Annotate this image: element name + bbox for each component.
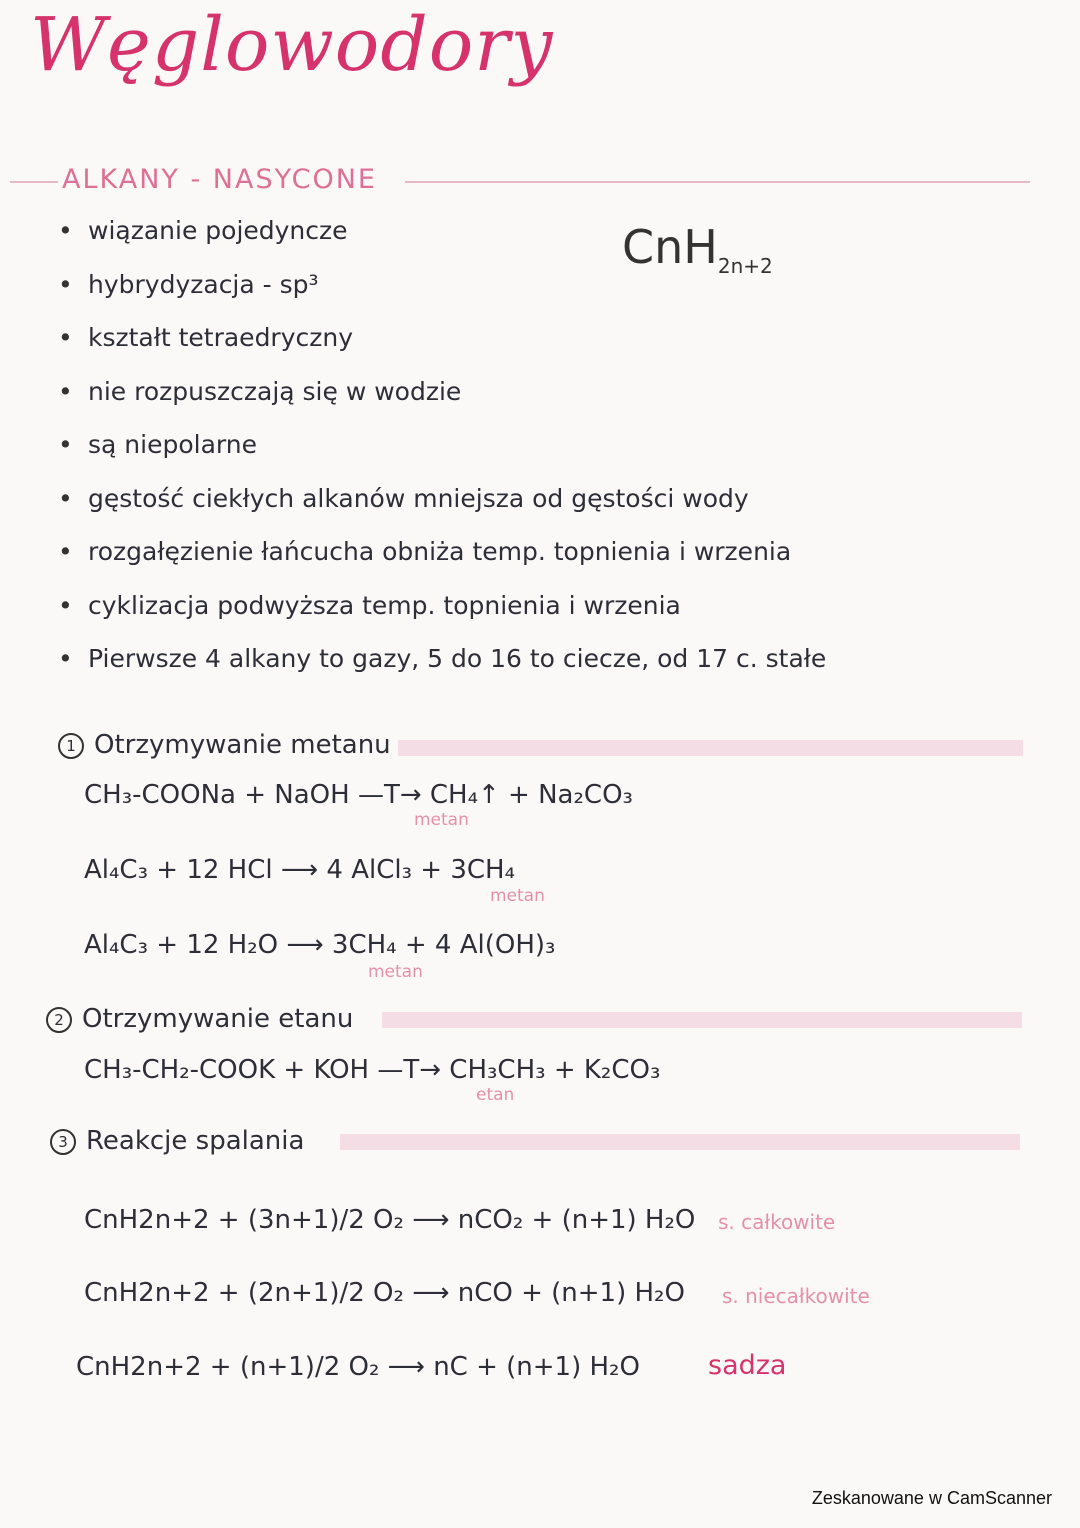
equation-combustion-soot: CnH2n+2 + (n+1)/2 O₂ ⟶ nC + (n+1) H₂O — [76, 1352, 640, 1382]
list-item: • cyklizacja podwyższa temp. topnienia i wrzenia — [58, 589, 826, 643]
equation-combustion-incomplete: CnH2n+2 + (2n+1)/2 O₂ ⟶ nCO + (n+1) H₂O — [84, 1278, 685, 1308]
formula-base: CnH — [622, 220, 718, 274]
equation-combustion-complete: CnH2n+2 + (3n+1)/2 O₂ ⟶ nCO₂ + (n+1) H₂O — [84, 1205, 696, 1235]
equation-methane-1: CH₃-COONa + NaOH —T→ CH₄↑ + Na₂CO₃ — [84, 780, 633, 810]
section-3-heading — [50, 1126, 304, 1156]
equation-caption: metan — [368, 962, 423, 982]
section-1-title: Otrzymywanie metanu — [94, 730, 391, 760]
list-item: • kształt tetraedryczny — [58, 321, 826, 375]
heading-divider-right — [405, 181, 1030, 183]
scanner-watermark: Zeskanowane w CamScanner — [811, 1488, 1052, 1508]
equation-caption: etan — [476, 1085, 515, 1105]
page-title: Węglowodory — [30, 2, 554, 88]
heading-divider-left — [10, 181, 58, 183]
properties-list — [58, 214, 826, 696]
section-2-title: Otrzymywanie etanu — [82, 1004, 354, 1034]
combustion-note: s. niecałkowite — [722, 1284, 870, 1308]
section-heading: ALKANY - NASYCONE — [62, 164, 377, 195]
equation-methane-2: Al₄C₃ + 12 HCl ⟶ 4 AlCl₃ + 3CH₄ — [84, 855, 516, 885]
section-3-title: Reakcje spalania — [86, 1126, 305, 1156]
list-item: • wiązanie pojedyncze — [58, 214, 826, 268]
list-item: • nie rozpuszczają się w wodzie — [58, 375, 826, 429]
section-1-heading — [58, 730, 391, 760]
list-item: • są niepolarne — [58, 428, 826, 482]
list-item: • rozgałęzienie łańcucha obniża temp. topnienia i wrzenia — [58, 535, 826, 589]
combustion-note: s. całkowite — [718, 1210, 836, 1234]
list-item: • gęstość ciekłych alkanów mniejsza od gęstości wody — [58, 482, 826, 536]
equation-caption: metan — [414, 810, 469, 830]
highlight-stripe — [382, 1012, 1022, 1028]
combustion-note: sadza — [708, 1350, 787, 1381]
section-heading-row — [0, 160, 1030, 200]
list-item: • hybrydyzacja - sp³ — [58, 268, 826, 322]
section-number-badge: 2 — [46, 1007, 72, 1033]
equation-methane-3: Al₄C₃ + 12 H₂O ⟶ 3CH₄ + 4 Al(OH)₃ — [84, 930, 556, 960]
equation-ethane: CH₃-CH₂-COOK + KOH —T→ CH₃CH₃ + K₂CO₃ — [84, 1055, 661, 1085]
equation-caption: metan — [490, 886, 545, 906]
section-number-badge: 3 — [50, 1129, 76, 1155]
section-2-heading — [46, 1004, 353, 1034]
section-number-badge: 1 — [58, 733, 84, 759]
list-item: • Pierwsze 4 alkany to gazy, 5 do 16 to ciecze, od 17 c. stałe — [58, 642, 826, 696]
highlight-stripe — [398, 740, 1023, 756]
highlight-stripe — [340, 1134, 1020, 1150]
formula-subscript: 2n+2 — [717, 254, 773, 279]
